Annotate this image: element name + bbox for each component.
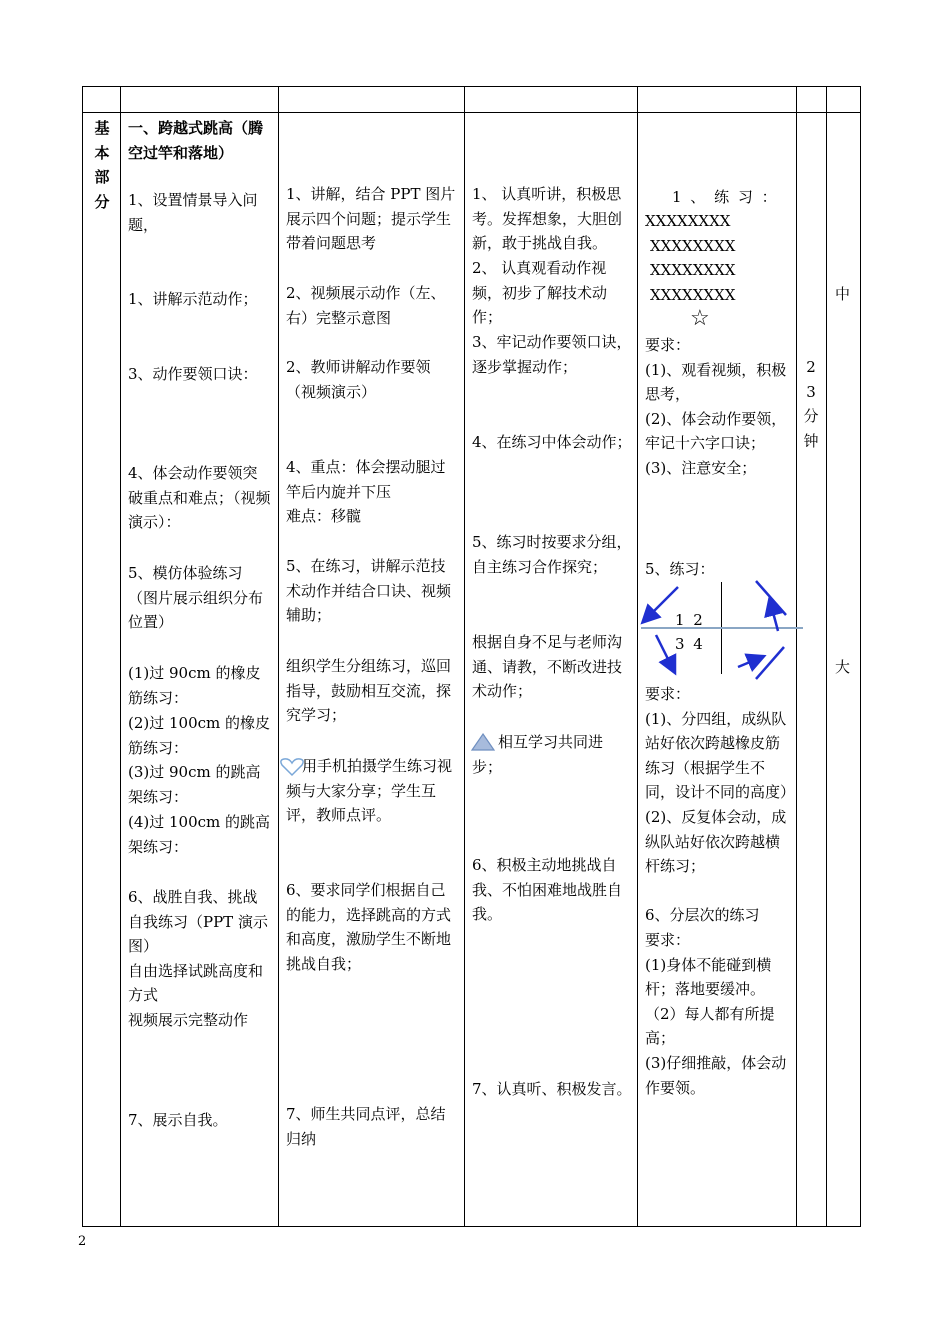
content-item: (3)过 90cm 的跳高架练习： (128, 763, 261, 806)
student-item: 4、在练习中体会动作； (472, 433, 632, 451)
time-label (801, 355, 821, 453)
content-item: 4、体会动作要领突破重点和难点；（视频演示）： (128, 464, 271, 532)
org-line: 要求： (645, 336, 691, 354)
table-col-line (464, 86, 465, 1227)
formation-row: XXXXXXXX (650, 237, 736, 255)
content-item: 3、动作要领口诀： (128, 365, 258, 383)
org-line: (2)、体会动作要领，牢记十六字口诀； (645, 409, 787, 453)
table-col-line (278, 86, 279, 1227)
content-item: (2)过 100cm 的橡皮筋练习： (128, 714, 271, 757)
student-item: 6、积极主动地挑战自我、不怕困难地战胜自我。 (472, 856, 623, 924)
student-item: 3、牢记动作要领口诀，逐步掌握动作； (472, 333, 632, 376)
arrow-icons (638, 575, 790, 685)
content-item: 1、设置情景导入问题， (128, 191, 258, 234)
org-line (645, 879, 793, 904)
page-number: 2 (78, 1234, 87, 1249)
table-col-line (82, 86, 83, 1227)
table-col-line (826, 86, 827, 1227)
content-column (128, 116, 272, 165)
teacher-item: 7、师生共同点评，总结归纳 (286, 1105, 446, 1148)
student-item: 根据自身不足与老师沟通、请教，不断改进技术动作； (472, 633, 623, 701)
time-char: 2 (806, 358, 816, 376)
section-char: 本 (94, 143, 110, 162)
section-char: 部 (94, 168, 110, 187)
content-line: 视频展示完整动作 (128, 1010, 249, 1029)
formation-row: XXXXXXXX (650, 286, 736, 304)
table-col-line (120, 86, 121, 1227)
content-item: (1)过 90cm 的橡皮筋练习： (128, 664, 261, 707)
lesson-title: 一、跨越式跳高（腾空过竿和落地） (128, 119, 264, 162)
teacher-item: 1、讲解，结合 PPT 图片展示四个问题；提示学生带着问题思考 (286, 185, 456, 253)
table-header-divider (82, 112, 861, 113)
org-line: (1)、观看视频，积极思考， (645, 360, 787, 404)
student-item: 1、 认真听讲，积极思考。发挥想象，大胆创新，敢于挑战自我。 (472, 185, 623, 253)
org-item: 1 、 练 习 ： (672, 188, 779, 206)
org-item: 5、练习： (645, 560, 715, 578)
org-line: 6、分层次的练习 (645, 906, 760, 925)
org-line: 要求： (645, 685, 691, 703)
content-line: 6、战胜自我、挑战自我练习（PPT 演示图） (128, 888, 268, 956)
teacher-item: 2、视频展示动作（左、右）完整示意图 (286, 284, 446, 327)
content-item: 7、展示自我。 (128, 1111, 228, 1129)
table-col-line (860, 86, 861, 1227)
group-label: 3 4 (675, 635, 705, 653)
formation-row: XXXXXXXX (650, 261, 736, 279)
content-line: 自由选择试跳高度和方式 (128, 961, 264, 1005)
time-char: 钟 (803, 431, 819, 450)
content-item: (4)过 100cm 的跳高架练习： (128, 813, 271, 856)
org-line: (3)、注意安全； (645, 458, 757, 477)
teacher-star-icon: ☆ (690, 306, 710, 331)
teacher-item: 5、在练习，讲解示范技术动作并结合口诀、视频辅助； (286, 557, 452, 625)
student-item: 相互学习共同进步； (472, 733, 604, 776)
student-item: 2、 认真观看动作视频，初步了解技术动作； (472, 259, 608, 327)
section-char: 分 (94, 192, 110, 211)
org-line: (3)仔细推敲，体会动作要领。 (645, 1053, 787, 1097)
content-item: 5、模仿体验练习（图片展示组织分布位置） (128, 564, 264, 632)
org-item (645, 333, 793, 481)
student-item: 7、认真听、积极发言。 (472, 1080, 632, 1098)
time-char: 3 (806, 382, 816, 401)
section-label (90, 116, 114, 214)
formation-row: XXXXXXXX (645, 212, 731, 230)
intensity-mid: 中 (835, 285, 851, 303)
teacher-item: 用手机拍摄学生练习视频与大家分享；学生互评，教师点评。 (286, 757, 453, 825)
time-char: 分 (803, 407, 819, 426)
org-line: (1)身体不能碰到横杆；落地要缓冲。 (645, 955, 772, 999)
intensity-big: 大 (835, 658, 851, 676)
table-top-border (82, 86, 861, 87)
teacher-item (286, 455, 458, 529)
content-item (128, 885, 272, 1033)
org-line: (1)、分四组，成纵队站好依次跨越橡皮筋练习（根据学生不同，设计不同的高度） (645, 709, 796, 802)
org-item (645, 682, 796, 1100)
org-line: 要求： (645, 930, 691, 949)
teacher-item: 2、教师讲解动作要领（视频演示） (286, 358, 431, 401)
teacher-line: 难点：移髋 (286, 507, 362, 526)
table-bottom-border (82, 1226, 861, 1227)
org-line: (2)、反复体会动，成纵队站好依次跨越横杆练习； (645, 807, 787, 876)
group-label: 1 2 (675, 611, 705, 629)
content-item: 1、讲解示范动作； (128, 290, 258, 308)
org-line: （2）每人都有所提高； (645, 1004, 775, 1048)
teacher-line: 4、重点：体会摆动腿过竿后内旋并下压 (286, 458, 446, 501)
student-item: 5、练习时按要求分组，自主练习合作探究； (472, 533, 632, 576)
teacher-item: 组织学生分组练习，巡回指导，鼓励相互交流，探究学习； (286, 657, 452, 725)
section-char: 基 (94, 119, 110, 137)
teacher-item: 6、要求同学们根据自己的能力，选择跳高的方式和高度，激励学生不断地挑战自我； (286, 881, 452, 973)
